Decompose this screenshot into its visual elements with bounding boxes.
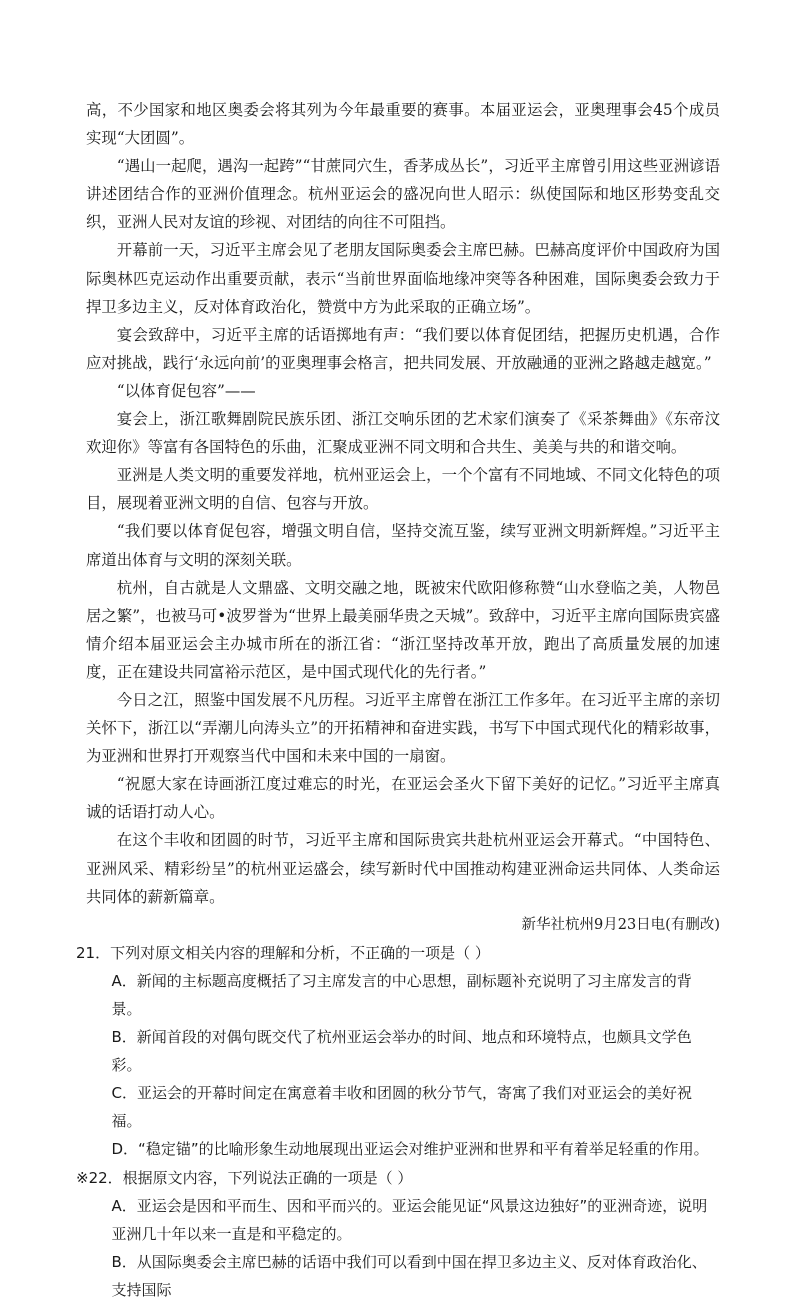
answer-option-d[interactable]: D．“稳定锚”的比喻形象生动地展现出亚运会对维护亚洲和世界和平有着举足轻重的作用。 [111, 1140, 709, 1159]
answer-option-c[interactable]: C．亚运会的开幕时间定在寓意着丰收和团圆的秋分节气，寄寓了我们对亚运会的美好祝福。 [111, 1084, 692, 1131]
article-paragraph: “以体育促包容”—— [116, 381, 256, 400]
article-paragraph: 杭州，自古就是人文鼎盛、文明交融之地，既被宋代欧阳修称赞“山水登临之美，人物邑居之繁”，也被马可•波罗誉为“世界上最美丽华贵之天城”。致辞中，习近平主席向国际贵宾盛情介绍本届亚运会主办城市所在的浙江省：“浙江坚持改革开放，跑出了高质量发展的加速度，正在建设共同富裕示范区，是中国式现代化的先行者。” [86, 578, 720, 681]
article-paragraph: 宴会上，浙江歌舞剧院民族乐团、浙江交响乐团的艺术家们演奏了《采茶舞曲》《东帝汶欢迎你》等富有各国特色的乐曲，汇聚成亚洲不同文明和合共生、美美与共的和谐交响。 [86, 410, 720, 457]
answer-option-b[interactable]: B．从国际奥委会主席巴赫的话语中我们可以看到中国在捍卫多边主义、反对体育政治化、支持国际 [111, 1252, 707, 1299]
article-paragraph: 开幕前一天，习近平主席会见了老朋友国际奥委会主席巴赫。巴赫高度评价中国政府为国际奥林匹克运动作出重要贡献，表示“当前世界面临地缘冲突等各种困难，国际奥委会致力于捍卫多边主义，反对体育政治化，赞赏中方为此采取的正确立场”。 [86, 241, 720, 316]
article-paragraph: 在这个丰收和团圆的时节，习近平主席和国际贵宾共赴杭州亚运会开幕式。“中国特色、亚洲风采、精彩纷呈”的杭州亚运盛会，续写新时代中国推动构建亚洲命运共同体、人类命运共同体的薪新篇章。 [86, 831, 720, 906]
question-stem: 21．下列对原文相关内容的理解和分析，不正确的一项是（ ） [76, 943, 490, 962]
article-paragraph: “祝愿大家在诗画浙江度过难忘的时光，在亚运会圣火下留下美好的记忆。”习近平主席真诚的话语打动人心。 [86, 775, 720, 822]
question-21 [76, 939, 720, 1164]
article-paragraph: 宴会致辞中，习近平主席的话语掷地有声：“我们要以体育促团结，把握历史机遇，合作应对挑战，践行‘永远向前’的亚奥理事会格言，把共同发展、开放融通的亚洲之路越走越宽。” [86, 325, 720, 372]
question-22 [76, 1164, 720, 1304]
answer-option-b[interactable]: B．新闻首段的对偶句既交代了杭州亚运会举办的时间、地点和环境特点，也颇具文学色彩。 [111, 1028, 692, 1075]
article-paragraph: 亚洲是人类文明的重要发祥地，杭州亚运会上，一个个富有不同地域、不同文化特色的项目，展现着亚洲文明的自信、包容与开放。 [86, 466, 720, 513]
article-paragraph: 今日之江，照鉴中国发展不凡历程。习近平主席曾在浙江工作多年。在习近平主席的亲切关怀下，浙江以“弄潮儿向涛头立”的开拓精神和奋进实践，书写下中国式现代化的精彩故事，为亚洲和世界打开观察当代中国和未来中国的一扇窗。 [86, 690, 720, 766]
article-body [86, 96, 720, 939]
article-source: 新华社杭州9月23日电(有删改) [521, 916, 720, 933]
answer-option-a[interactable]: A．新闻的主标题高度概括了习主席发言的中心思想，副标题补充说明了习主席发言的背景。 [111, 971, 692, 1018]
answer-option-a[interactable]: A．亚运会是因和平而生、因和平而兴的。亚运会能见证“风景这边独好”的亚洲奇迹，说明亚洲几十年以来一直是和平稳定的。 [111, 1196, 708, 1243]
article-paragraph: “遇山一起爬，遇沟一起跨”“甘蔗同穴生，香茅成丛长”，习近平主席曾引用这些亚洲谚语讲述团结合作的亚洲价值理念。杭州亚运会的盛况向世人昭示：纵使国际和地区形势变乱交织，亚洲人民对友谊的珍视、对团结的向往不可阻挡。 [86, 157, 720, 232]
question-stem: ※22．根据原文内容，下列说法正确的一项是（ ） [76, 1168, 413, 1187]
article-paragraph: 高，不少国家和地区奥委会将其列为今年最重要的赛事。本届亚运会，亚奥理事会45个成员实现“大团圆”。 [86, 101, 720, 148]
article-paragraph: “我们要以体育促包容，增强文明自信，坚持交流互鉴，续写亚洲文明新辉煌。”习近平主席道出体育与文明的深刻关联。 [86, 522, 720, 569]
